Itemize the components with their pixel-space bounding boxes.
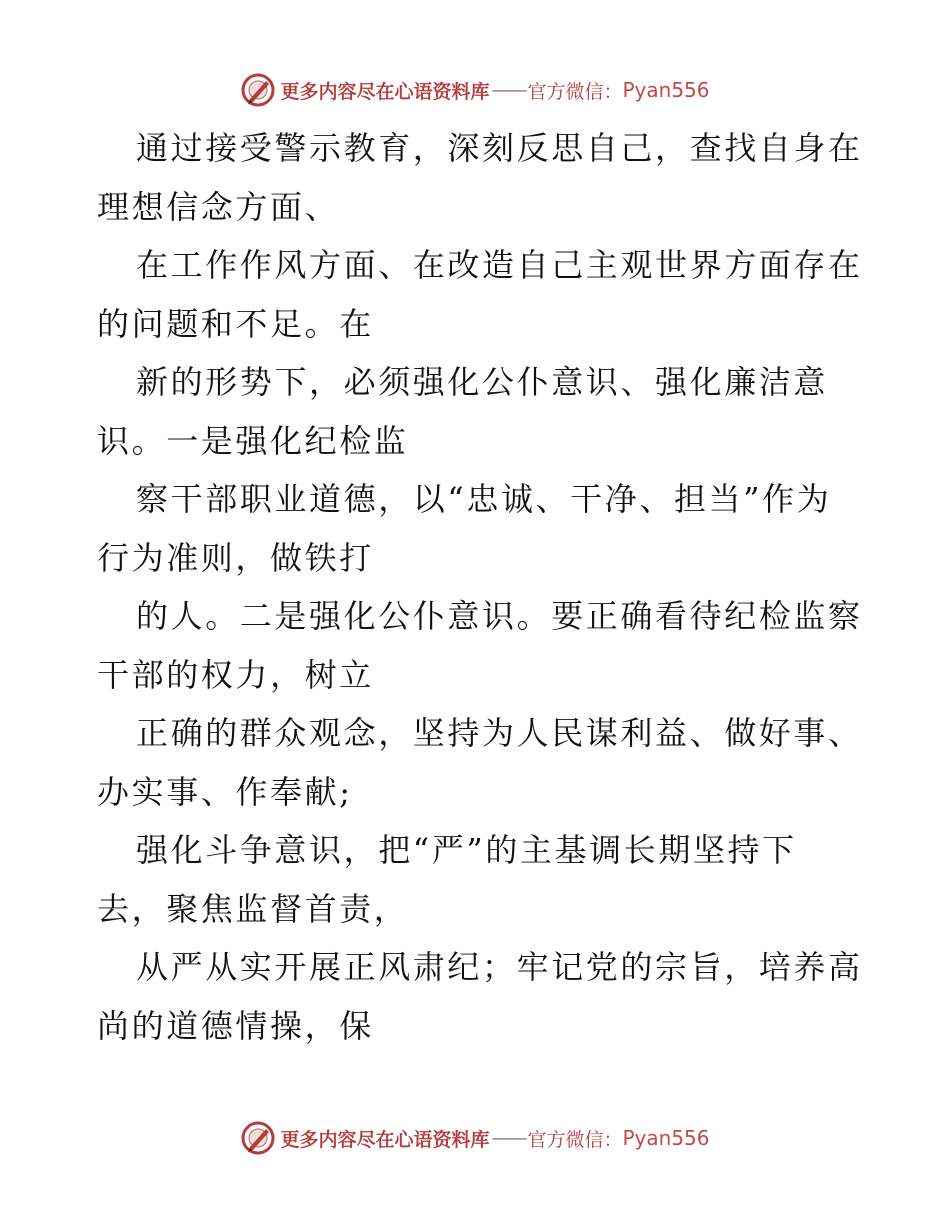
body-line: 新的形势下，必须强化公仆意识、强化廉洁意: [136, 363, 829, 401]
watermark-wechat-id: Pyan556: [622, 1126, 710, 1150]
body-line: 察干部职业道德，以“忠诚、干净、担当”作为: [136, 480, 832, 518]
watermark-label: 官方微信：: [527, 1128, 623, 1151]
body-line: 在工作作风方面、在改造自己主观世界方面存在: [136, 246, 863, 284]
header-watermark: [0, 70, 950, 110]
body-line: 干部的权力，树立: [97, 655, 374, 694]
body-line: 强化斗争意识，把“严”的主基调长期坚持下: [136, 831, 797, 869]
footer-watermark: [0, 1118, 950, 1158]
body-line: 的问题和不足。在: [97, 304, 374, 343]
pen-logo-icon: [240, 72, 276, 108]
body-line: 通过接受警示教育，深刻反思自己，查找自身在: [136, 129, 863, 167]
body-line: 去，聚焦监督首责，: [97, 889, 409, 928]
body-line: 识。一是强化纪检监: [97, 421, 409, 460]
body-line: 办实事、作奉献;: [97, 772, 353, 811]
body-line: 的人。二是强化公仆意识。要正确看待纪检监察: [136, 597, 863, 635]
watermark-site: 更多内容尽在心语资料库: [280, 80, 490, 103]
body-line: 尚的道德情操，保: [97, 1006, 374, 1045]
body-line: 正确的群众观念，坚持为人民谋利益、做好事、: [136, 714, 863, 752]
watermark-dash: ——: [491, 1127, 526, 1149]
watermark-label: 官方微信：: [527, 80, 623, 103]
pen-logo-icon: [240, 1120, 276, 1156]
body-line: 从严从实开展正风肃纪；牢记党的宗旨，培养高: [136, 948, 863, 986]
watermark-site: 更多内容尽在心语资料库: [280, 1128, 490, 1151]
body-line: 行为准则，做铁打: [97, 538, 374, 577]
watermark-wechat-id: Pyan556: [622, 78, 710, 102]
watermark-dash: ——: [491, 79, 526, 101]
document-body: [97, 119, 863, 1055]
body-line: 理想信念方面、: [97, 187, 340, 226]
